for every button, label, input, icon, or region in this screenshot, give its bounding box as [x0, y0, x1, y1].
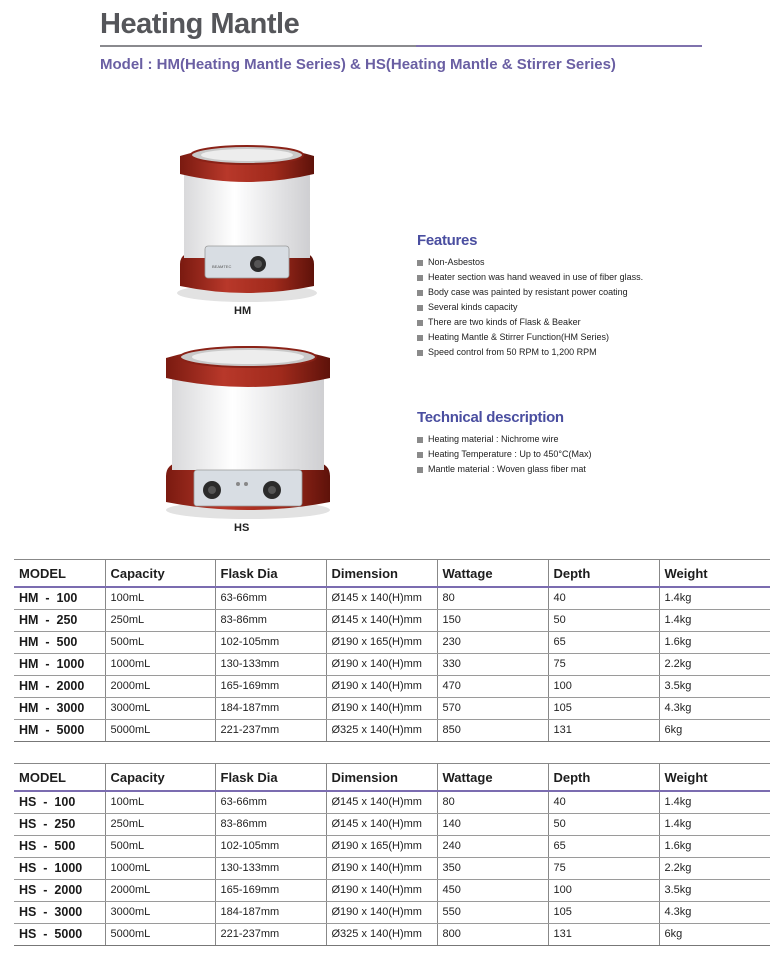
- model-cell: HS - 3000: [14, 901, 105, 923]
- table-cell: 105: [548, 901, 659, 923]
- table-row: [14, 857, 770, 879]
- table-cell: 40: [548, 587, 659, 609]
- table-cell: 3.5kg: [659, 879, 770, 901]
- table-cell: 100mL: [105, 791, 215, 813]
- table-cell: 40: [548, 791, 659, 813]
- table-cell: 450: [437, 879, 548, 901]
- table-cell: 5000mL: [105, 923, 215, 945]
- table-cell: 550: [437, 901, 548, 923]
- table-cell: Ø190 x 140(H)mm: [326, 901, 437, 923]
- table-cell: 1.6kg: [659, 835, 770, 857]
- table-row: [14, 719, 770, 741]
- column-header: MODEL: [14, 560, 105, 587]
- model-cell: HM - 5000: [14, 719, 105, 741]
- table-cell: 100: [548, 879, 659, 901]
- table-cell: Ø145 x 140(H)mm: [326, 813, 437, 835]
- technical-list: [417, 432, 592, 477]
- table-cell: 1.6kg: [659, 631, 770, 653]
- bullet-square-icon: [417, 305, 423, 311]
- model-cell: HM - 3000: [14, 697, 105, 719]
- column-header: Dimension: [326, 764, 437, 791]
- table-cell: 140: [437, 813, 548, 835]
- bullet-square-icon: [417, 437, 423, 443]
- table-cell: 330: [437, 653, 548, 675]
- bullet-square-icon: [417, 320, 423, 326]
- table-cell: 1000mL: [105, 653, 215, 675]
- table-cell: 130-133mm: [215, 857, 326, 879]
- table-cell: 75: [548, 857, 659, 879]
- table-cell: 65: [548, 631, 659, 653]
- table-cell: Ø325 x 140(H)mm: [326, 719, 437, 741]
- table-cell: Ø190 x 140(H)mm: [326, 653, 437, 675]
- hm-caption: HM: [234, 305, 252, 317]
- table-cell: 570: [437, 697, 548, 719]
- table-cell: Ø325 x 140(H)mm: [326, 923, 437, 945]
- table-cell: 184-187mm: [215, 901, 326, 923]
- table-cell: 4.3kg: [659, 901, 770, 923]
- table-cell: 500mL: [105, 631, 215, 653]
- table-row: [14, 653, 770, 675]
- hs-caption: HS: [234, 522, 250, 534]
- table-cell: 50: [548, 609, 659, 631]
- table-cell: 850: [437, 719, 548, 741]
- table-cell: 102-105mm: [215, 631, 326, 653]
- table-cell: 165-169mm: [215, 675, 326, 697]
- table-cell: Ø145 x 140(H)mm: [326, 587, 437, 609]
- table-header-row: [14, 764, 770, 791]
- bullet-square-icon: [417, 275, 423, 281]
- table-cell: Ø190 x 165(H)mm: [326, 835, 437, 857]
- table-cell: 80: [437, 587, 548, 609]
- table-cell: 2.2kg: [659, 653, 770, 675]
- table-cell: 100mL: [105, 587, 215, 609]
- technical-heading: Technical description: [417, 409, 564, 426]
- page-title: Heating Mantle: [100, 8, 300, 40]
- table-cell: Ø190 x 140(H)mm: [326, 675, 437, 697]
- table-cell: 230: [437, 631, 548, 653]
- model-cell: HM - 250: [14, 609, 105, 631]
- feature-item: Speed control from 50 RPM to 1,200 RPM: [417, 345, 643, 360]
- table-cell: 240: [437, 835, 548, 857]
- table-cell: 65: [548, 835, 659, 857]
- table-cell: Ø190 x 140(H)mm: [326, 879, 437, 901]
- table-cell: 1.4kg: [659, 813, 770, 835]
- column-header: Depth: [548, 764, 659, 791]
- hs-heating-mantle-stirrer-image: [160, 338, 336, 520]
- features-heading: Features: [417, 232, 478, 249]
- table-cell: 83-86mm: [215, 609, 326, 631]
- table-cell: 250mL: [105, 813, 215, 835]
- table-cell: 350: [437, 857, 548, 879]
- column-header: MODEL: [14, 764, 105, 791]
- model-cell: HM - 100: [14, 587, 105, 609]
- table-cell: 221-237mm: [215, 719, 326, 741]
- table-row: [14, 901, 770, 923]
- table-cell: Ø190 x 165(H)mm: [326, 631, 437, 653]
- bullet-square-icon: [417, 467, 423, 473]
- column-header: Flask Dia: [215, 560, 326, 587]
- table-cell: 150: [437, 609, 548, 631]
- table-row: [14, 923, 770, 945]
- table-cell: 5000mL: [105, 719, 215, 741]
- features-list: [417, 255, 643, 360]
- table-cell: Ø190 x 140(H)mm: [326, 857, 437, 879]
- technical-item: Mantle material : Woven glass fiber mat: [417, 462, 592, 477]
- feature-item: Non-Asbestos: [417, 255, 643, 270]
- model-cell: HM - 1000: [14, 653, 105, 675]
- bullet-square-icon: [417, 335, 423, 341]
- table-cell: 100: [548, 675, 659, 697]
- column-header: Capacity: [105, 560, 215, 587]
- table-row: [14, 791, 770, 813]
- table-row: [14, 835, 770, 857]
- table-cell: 800: [437, 923, 548, 945]
- feature-item: Heating Mantle & Stirrer Function(HM Series): [417, 330, 643, 345]
- table-cell: 500mL: [105, 835, 215, 857]
- table-cell: Ø145 x 140(H)mm: [326, 791, 437, 813]
- model-cell: HS - 250: [14, 813, 105, 835]
- table-cell: 3.5kg: [659, 675, 770, 697]
- table-cell: 131: [548, 719, 659, 741]
- model-cell: HS - 5000: [14, 923, 105, 945]
- table-cell: 102-105mm: [215, 835, 326, 857]
- table-cell: 63-66mm: [215, 587, 326, 609]
- feature-item: Several kinds capacity: [417, 300, 643, 315]
- bullet-square-icon: [417, 290, 423, 296]
- bullet-square-icon: [417, 350, 423, 356]
- table-row: [14, 697, 770, 719]
- column-header: Wattage: [437, 560, 548, 587]
- table-cell: 1.4kg: [659, 587, 770, 609]
- table-cell: 63-66mm: [215, 791, 326, 813]
- table-header-row: [14, 560, 770, 587]
- column-header: Dimension: [326, 560, 437, 587]
- model-cell: HS - 100: [14, 791, 105, 813]
- feature-item: Body case was painted by resistant power coating: [417, 285, 643, 300]
- table-cell: Ø145 x 140(H)mm: [326, 609, 437, 631]
- technical-item: Heating Temperature : Up to 450°C(Max): [417, 447, 592, 462]
- table-cell: Ø190 x 140(H)mm: [326, 697, 437, 719]
- column-header: Weight: [659, 764, 770, 791]
- table-row: [14, 813, 770, 835]
- table-row: [14, 609, 770, 631]
- table-cell: 131: [548, 923, 659, 945]
- table-cell: 1.4kg: [659, 791, 770, 813]
- table-cell: 75: [548, 653, 659, 675]
- model-cell: HS - 1000: [14, 857, 105, 879]
- hs-spec-table: [14, 764, 770, 946]
- column-header: Wattage: [437, 764, 548, 791]
- table-cell: 2000mL: [105, 879, 215, 901]
- hm-spec-table: [14, 560, 770, 742]
- table-cell: 3000mL: [105, 697, 215, 719]
- table-cell: 1000mL: [105, 857, 215, 879]
- table-cell: 165-169mm: [215, 879, 326, 901]
- feature-item: Heater section was hand weaved in use of fiber glass.: [417, 270, 643, 285]
- model-cell: HM - 500: [14, 631, 105, 653]
- table-cell: 105: [548, 697, 659, 719]
- table-cell: 470: [437, 675, 548, 697]
- table-cell: 184-187mm: [215, 697, 326, 719]
- column-header: Flask Dia: [215, 764, 326, 791]
- table-row: [14, 587, 770, 609]
- model-cell: HS - 500: [14, 835, 105, 857]
- table-row: [14, 879, 770, 901]
- column-header: Weight: [659, 560, 770, 587]
- table-cell: 6kg: [659, 719, 770, 741]
- bullet-square-icon: [417, 452, 423, 458]
- table-cell: 250mL: [105, 609, 215, 631]
- page-subtitle: Model : HM(Heating Mantle Series) & HS(Heating Mantle & Stirrer Series): [100, 56, 616, 73]
- table-cell: 83-86mm: [215, 813, 326, 835]
- bullet-square-icon: [417, 260, 423, 266]
- technical-item: Heating material : Nichrome wire: [417, 432, 592, 447]
- table-row: [14, 631, 770, 653]
- table-cell: 4.3kg: [659, 697, 770, 719]
- table-cell: 3000mL: [105, 901, 215, 923]
- table-cell: 1.4kg: [659, 609, 770, 631]
- table-cell: 130-133mm: [215, 653, 326, 675]
- table-cell: 221-237mm: [215, 923, 326, 945]
- table-cell: 50: [548, 813, 659, 835]
- hm-panel-brand: BEAMTEC: [212, 264, 232, 269]
- table-cell: 2000mL: [105, 675, 215, 697]
- hm-heating-mantle-image: [172, 138, 322, 303]
- table-cell: 2.2kg: [659, 857, 770, 879]
- table-cell: 80: [437, 791, 548, 813]
- column-header: Capacity: [105, 764, 215, 791]
- table-cell: 6kg: [659, 923, 770, 945]
- feature-item: There are two kinds of Flask & Beaker: [417, 315, 643, 330]
- column-header: Depth: [548, 560, 659, 587]
- table-row: [14, 675, 770, 697]
- model-cell: HM - 2000: [14, 675, 105, 697]
- model-cell: HS - 2000: [14, 879, 105, 901]
- title-divider: [100, 45, 702, 47]
